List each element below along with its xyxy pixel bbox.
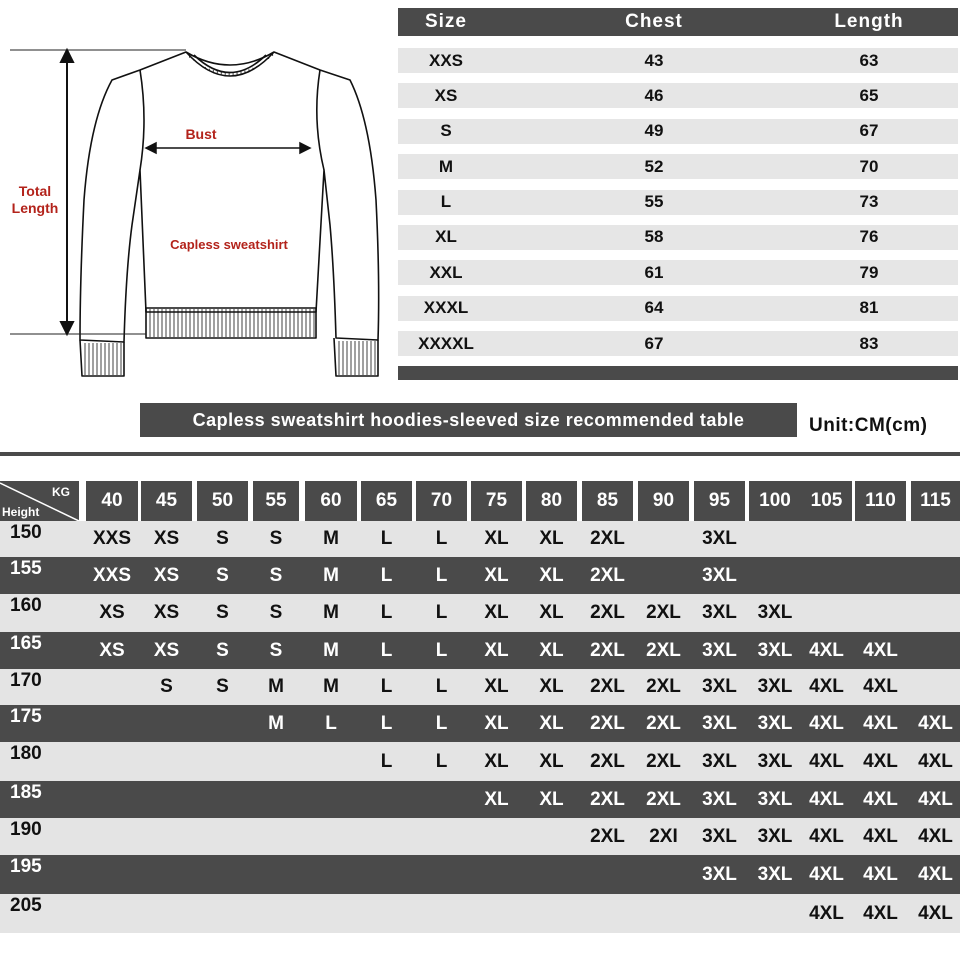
height-row — [0, 742, 960, 781]
recommended-size-cell: 4XL — [863, 788, 898, 810]
weight-header-cell: 45 — [141, 481, 192, 521]
recommended-size-cell: XL — [539, 676, 564, 697]
recommended-size-cell: XL — [539, 788, 564, 810]
recommended-size-cell: XL — [484, 602, 509, 623]
size-measurement-table — [398, 8, 958, 380]
recommended-size-cell: XL — [539, 639, 564, 661]
size-cell: XXL — [429, 262, 463, 282]
recommended-size-cell: XS — [153, 528, 180, 549]
recommended-size-cell: 4XL — [809, 639, 844, 661]
recommended-size-cell: XXS — [92, 528, 132, 549]
recommended-size-cell: 4XL — [863, 863, 898, 885]
recommended-size-cell: 2XL — [590, 602, 625, 623]
recommendation-table-title: Capless sweatshirt hoodies-sleeved size recommended table — [140, 403, 797, 437]
recommended-size-cell: L — [435, 712, 448, 734]
size-cell: XXXXL — [418, 333, 474, 353]
weight-header-cell: 60 — [305, 481, 357, 521]
height-row — [0, 632, 960, 669]
height-row — [0, 594, 960, 632]
height-row — [0, 705, 960, 742]
recommended-size-cell: S — [269, 528, 283, 549]
recommended-size-cell: XL — [539, 528, 564, 549]
recommended-size-cell: XS — [99, 639, 125, 661]
recommended-size-cell: XL — [484, 712, 509, 734]
size-cell: L — [440, 192, 452, 212]
recommended-size-cell: 2XL — [590, 676, 625, 697]
recommended-size-cell: L — [435, 639, 448, 661]
recommended-size-cell: 3XL — [702, 750, 737, 772]
recommended-size-cell: 3XL — [702, 788, 737, 810]
size-table-row — [398, 48, 958, 73]
recommended-size-cell: S — [269, 602, 283, 623]
recommended-size-cell: L — [380, 712, 393, 734]
recommended-size-cell: XL — [484, 788, 509, 810]
recommended-size-cell: XS — [99, 602, 125, 623]
size-table-row — [398, 83, 958, 108]
recommended-size-cell: S — [216, 676, 229, 697]
recommended-size-cell: 4XL — [863, 639, 898, 661]
recommended-size-cell: 4XL — [863, 902, 898, 924]
recommended-size-cell: S — [269, 564, 283, 586]
height-row — [0, 818, 960, 855]
recommended-size-cell: 2XL — [646, 639, 681, 661]
recommended-size-cell: 3XL — [702, 712, 737, 734]
recommended-size-cell: 4XL — [918, 902, 953, 924]
kg-axis-label: KG — [52, 485, 70, 499]
recommended-size-cell: 2XL — [646, 750, 681, 772]
recommended-size-cell: L — [380, 528, 393, 549]
chest-cell: 64 — [644, 298, 664, 318]
bust-label: Bust — [185, 126, 217, 142]
recommended-size-cell: XL — [484, 750, 509, 772]
weight-header-cell: 65 — [361, 481, 412, 521]
recommended-size-cell: L — [435, 528, 448, 549]
recommended-size-cell: M — [268, 712, 284, 734]
recommended-size-cell: XL — [484, 528, 509, 549]
height-value: 170 — [10, 670, 42, 691]
recommended-size-cell: 3XL — [757, 825, 793, 847]
recommended-size-cell: XL — [539, 602, 564, 623]
height-row — [0, 669, 960, 705]
recommended-size-cell: 3XL — [702, 863, 737, 885]
height-value: 165 — [10, 633, 42, 654]
recommended-size-cell: 2XL — [646, 602, 681, 623]
height-value: 155 — [10, 558, 42, 579]
chest-cell: 52 — [644, 156, 664, 176]
height-row — [0, 521, 960, 557]
recommended-size-cell: 2XL — [590, 639, 625, 661]
table-corner-cell — [0, 481, 79, 521]
garment-label: Capless sweatshirt — [170, 237, 288, 252]
recommended-size-cell: M — [323, 639, 339, 661]
recommended-size-cell: XL — [539, 750, 564, 772]
chest-cell: 55 — [644, 192, 664, 212]
recommended-size-cell: 3XL — [757, 676, 793, 697]
recommended-size-cell: 3XL — [757, 712, 793, 734]
recommended-size-cell: 3XL — [702, 676, 737, 697]
recommended-size-cell: 3XL — [702, 528, 737, 549]
size-cell: XS — [434, 85, 458, 105]
height-axis-label: Height — [2, 505, 40, 519]
length-cell: 81 — [859, 298, 879, 318]
chest-cell: 49 — [644, 121, 664, 141]
recommended-size-cell: XL — [484, 676, 509, 697]
recommended-size-cell: 4XL — [809, 863, 844, 885]
recommended-size-cell: M — [323, 676, 339, 697]
recommended-size-cell: 4XL — [809, 825, 844, 847]
size-cell: XL — [435, 227, 457, 247]
recommended-size-cell: L — [380, 639, 393, 661]
height-row — [0, 855, 960, 894]
total-length-label: Total Length — [11, 183, 59, 216]
height-value: 160 — [10, 595, 42, 616]
chest-cell: 61 — [644, 262, 664, 282]
height-value: 195 — [10, 856, 42, 877]
length-cell: 83 — [859, 333, 879, 353]
chest-cell: 58 — [644, 227, 664, 247]
recommended-size-cell: S — [216, 564, 229, 586]
recommended-size-cell: M — [268, 676, 284, 697]
height-value: 180 — [10, 743, 42, 764]
recommended-size-cell: 3XL — [702, 602, 737, 623]
recommended-size-cell: L — [435, 750, 448, 772]
size-cell: XXS — [428, 50, 464, 70]
recommended-size-cell: 4XL — [918, 712, 953, 734]
weight-header-cell: 105 — [801, 481, 852, 521]
weight-header-cell: 90 — [638, 481, 689, 521]
recommended-size-cell: 3XL — [757, 863, 793, 885]
length-column-header: Length — [834, 11, 904, 32]
height-row — [0, 894, 960, 933]
recommended-size-cell: S — [269, 639, 283, 661]
chest-cell: 67 — [644, 333, 664, 353]
length-cell: 67 — [859, 121, 879, 141]
size-table-footer — [398, 366, 958, 380]
recommended-size-cell: S — [216, 639, 229, 661]
length-cell: 63 — [859, 50, 879, 70]
size-recommendation-table — [0, 481, 960, 933]
unit-label: Unit:CM(cm) — [809, 415, 928, 436]
length-cell: 73 — [859, 192, 879, 212]
weight-header-cell: 80 — [526, 481, 577, 521]
recommended-size-cell: 4XL — [918, 825, 953, 847]
recommended-size-cell: 3XL — [757, 750, 793, 772]
recommended-size-cell: 3XL — [757, 788, 793, 810]
recommended-size-cell: 2XL — [646, 712, 681, 734]
recommended-size-cell: L — [380, 564, 393, 586]
recommended-size-cell: 2XL — [590, 528, 625, 549]
chest-cell: 43 — [644, 50, 664, 70]
recommended-size-cell: 3XL — [702, 639, 737, 661]
recommended-size-cell: 2XL — [590, 825, 625, 847]
recommended-size-cell: 2XL — [590, 712, 625, 734]
recommended-size-cell: 2XL — [646, 676, 681, 697]
height-value: 175 — [10, 706, 42, 727]
height-value: 190 — [10, 819, 42, 840]
height-row — [0, 557, 960, 594]
size-table-row — [398, 296, 958, 321]
weight-header-cell: 115 — [911, 481, 960, 521]
recommended-size-cell: M — [323, 528, 339, 549]
length-cell: 65 — [859, 85, 879, 105]
recommended-size-cell: 4XL — [863, 750, 898, 772]
recommended-size-cell: 3XL — [757, 602, 793, 623]
recommended-size-cell: 4XL — [918, 750, 953, 772]
weight-header-cell: 50 — [197, 481, 248, 521]
recommended-size-cell: XXS — [92, 564, 132, 586]
weight-header-cell: 85 — [582, 481, 633, 521]
length-cell: 70 — [859, 156, 879, 176]
weight-header-cell: 110 — [855, 481, 906, 521]
recommended-size-cell: 4XL — [918, 788, 953, 810]
weight-header-cell: 40 — [86, 481, 138, 521]
size-table-row — [398, 331, 958, 356]
size-table-row — [398, 225, 958, 250]
recommended-size-cell: XL — [539, 712, 564, 734]
size-column-header: Size — [424, 11, 468, 32]
weight-header-cell: 70 — [416, 481, 467, 521]
recommended-size-cell: S — [160, 676, 173, 697]
recommended-size-cell: XS — [153, 639, 180, 661]
recommended-size-cell: L — [435, 564, 448, 586]
recommended-size-cell: L — [435, 676, 448, 697]
weight-header-cell: 100 — [749, 481, 801, 521]
size-cell: XXXL — [423, 298, 469, 318]
height-row — [0, 781, 960, 818]
size-table-row — [398, 119, 958, 144]
chest-column-header: Chest — [625, 11, 683, 32]
section-divider — [0, 452, 960, 456]
recommended-size-cell: 4XL — [918, 863, 953, 885]
recommended-size-cell: XS — [153, 564, 180, 586]
recommended-size-cell: L — [380, 602, 393, 623]
height-value: 205 — [10, 895, 42, 916]
recommended-size-cell: L — [435, 602, 448, 623]
size-table-header — [398, 8, 958, 36]
recommended-size-cell: L — [325, 712, 337, 734]
recommended-size-cell: 4XL — [809, 712, 844, 734]
recommended-size-cell: L — [380, 676, 393, 697]
recommended-size-cell: XL — [539, 564, 564, 586]
recommended-size-cell: 3XL — [702, 564, 737, 586]
recommended-size-cell: S — [216, 528, 229, 549]
recommended-size-cell: 4XL — [863, 712, 898, 734]
recommended-size-cell: 3XL — [702, 825, 737, 847]
recommended-size-cell: 2XI — [649, 825, 678, 847]
size-table-row — [398, 260, 958, 285]
weight-header-cell: 55 — [253, 481, 299, 521]
recommended-size-cell: M — [323, 564, 339, 586]
chest-cell: 46 — [644, 85, 664, 105]
recommended-size-cell: XL — [484, 564, 509, 586]
recommended-size-cell: 2XL — [646, 788, 681, 810]
size-table-row — [398, 190, 958, 215]
weight-header-cell: 75 — [471, 481, 522, 521]
recommended-size-cell: 2XL — [590, 750, 625, 772]
size-cell: S — [440, 121, 452, 141]
recommended-size-cell: 2XL — [590, 788, 625, 810]
size-cell: M — [438, 156, 454, 176]
recommended-size-cell: 4XL — [863, 825, 898, 847]
recommended-size-cell: M — [323, 602, 339, 623]
recommended-size-cell: S — [216, 602, 229, 623]
recommended-size-cell: 4XL — [809, 902, 844, 924]
recommended-size-cell: 4XL — [809, 750, 844, 772]
recommended-size-cell: 4XL — [809, 676, 844, 697]
height-value: 185 — [10, 782, 42, 803]
length-cell: 79 — [859, 262, 879, 282]
recommended-size-cell: 2XL — [590, 564, 625, 586]
weight-header-cell: 95 — [694, 481, 745, 521]
recommended-size-cell: XL — [484, 639, 509, 661]
recommended-size-cell: 3XL — [757, 639, 793, 661]
size-table-row — [398, 154, 958, 179]
recommended-size-cell: XS — [153, 602, 180, 623]
weight-header-row — [0, 481, 960, 521]
recommended-size-cell: 4XL — [863, 676, 898, 697]
height-value: 150 — [10, 522, 42, 543]
length-cell: 76 — [859, 227, 879, 247]
recommended-size-cell: L — [380, 750, 393, 772]
recommended-size-cell: 4XL — [809, 788, 844, 810]
